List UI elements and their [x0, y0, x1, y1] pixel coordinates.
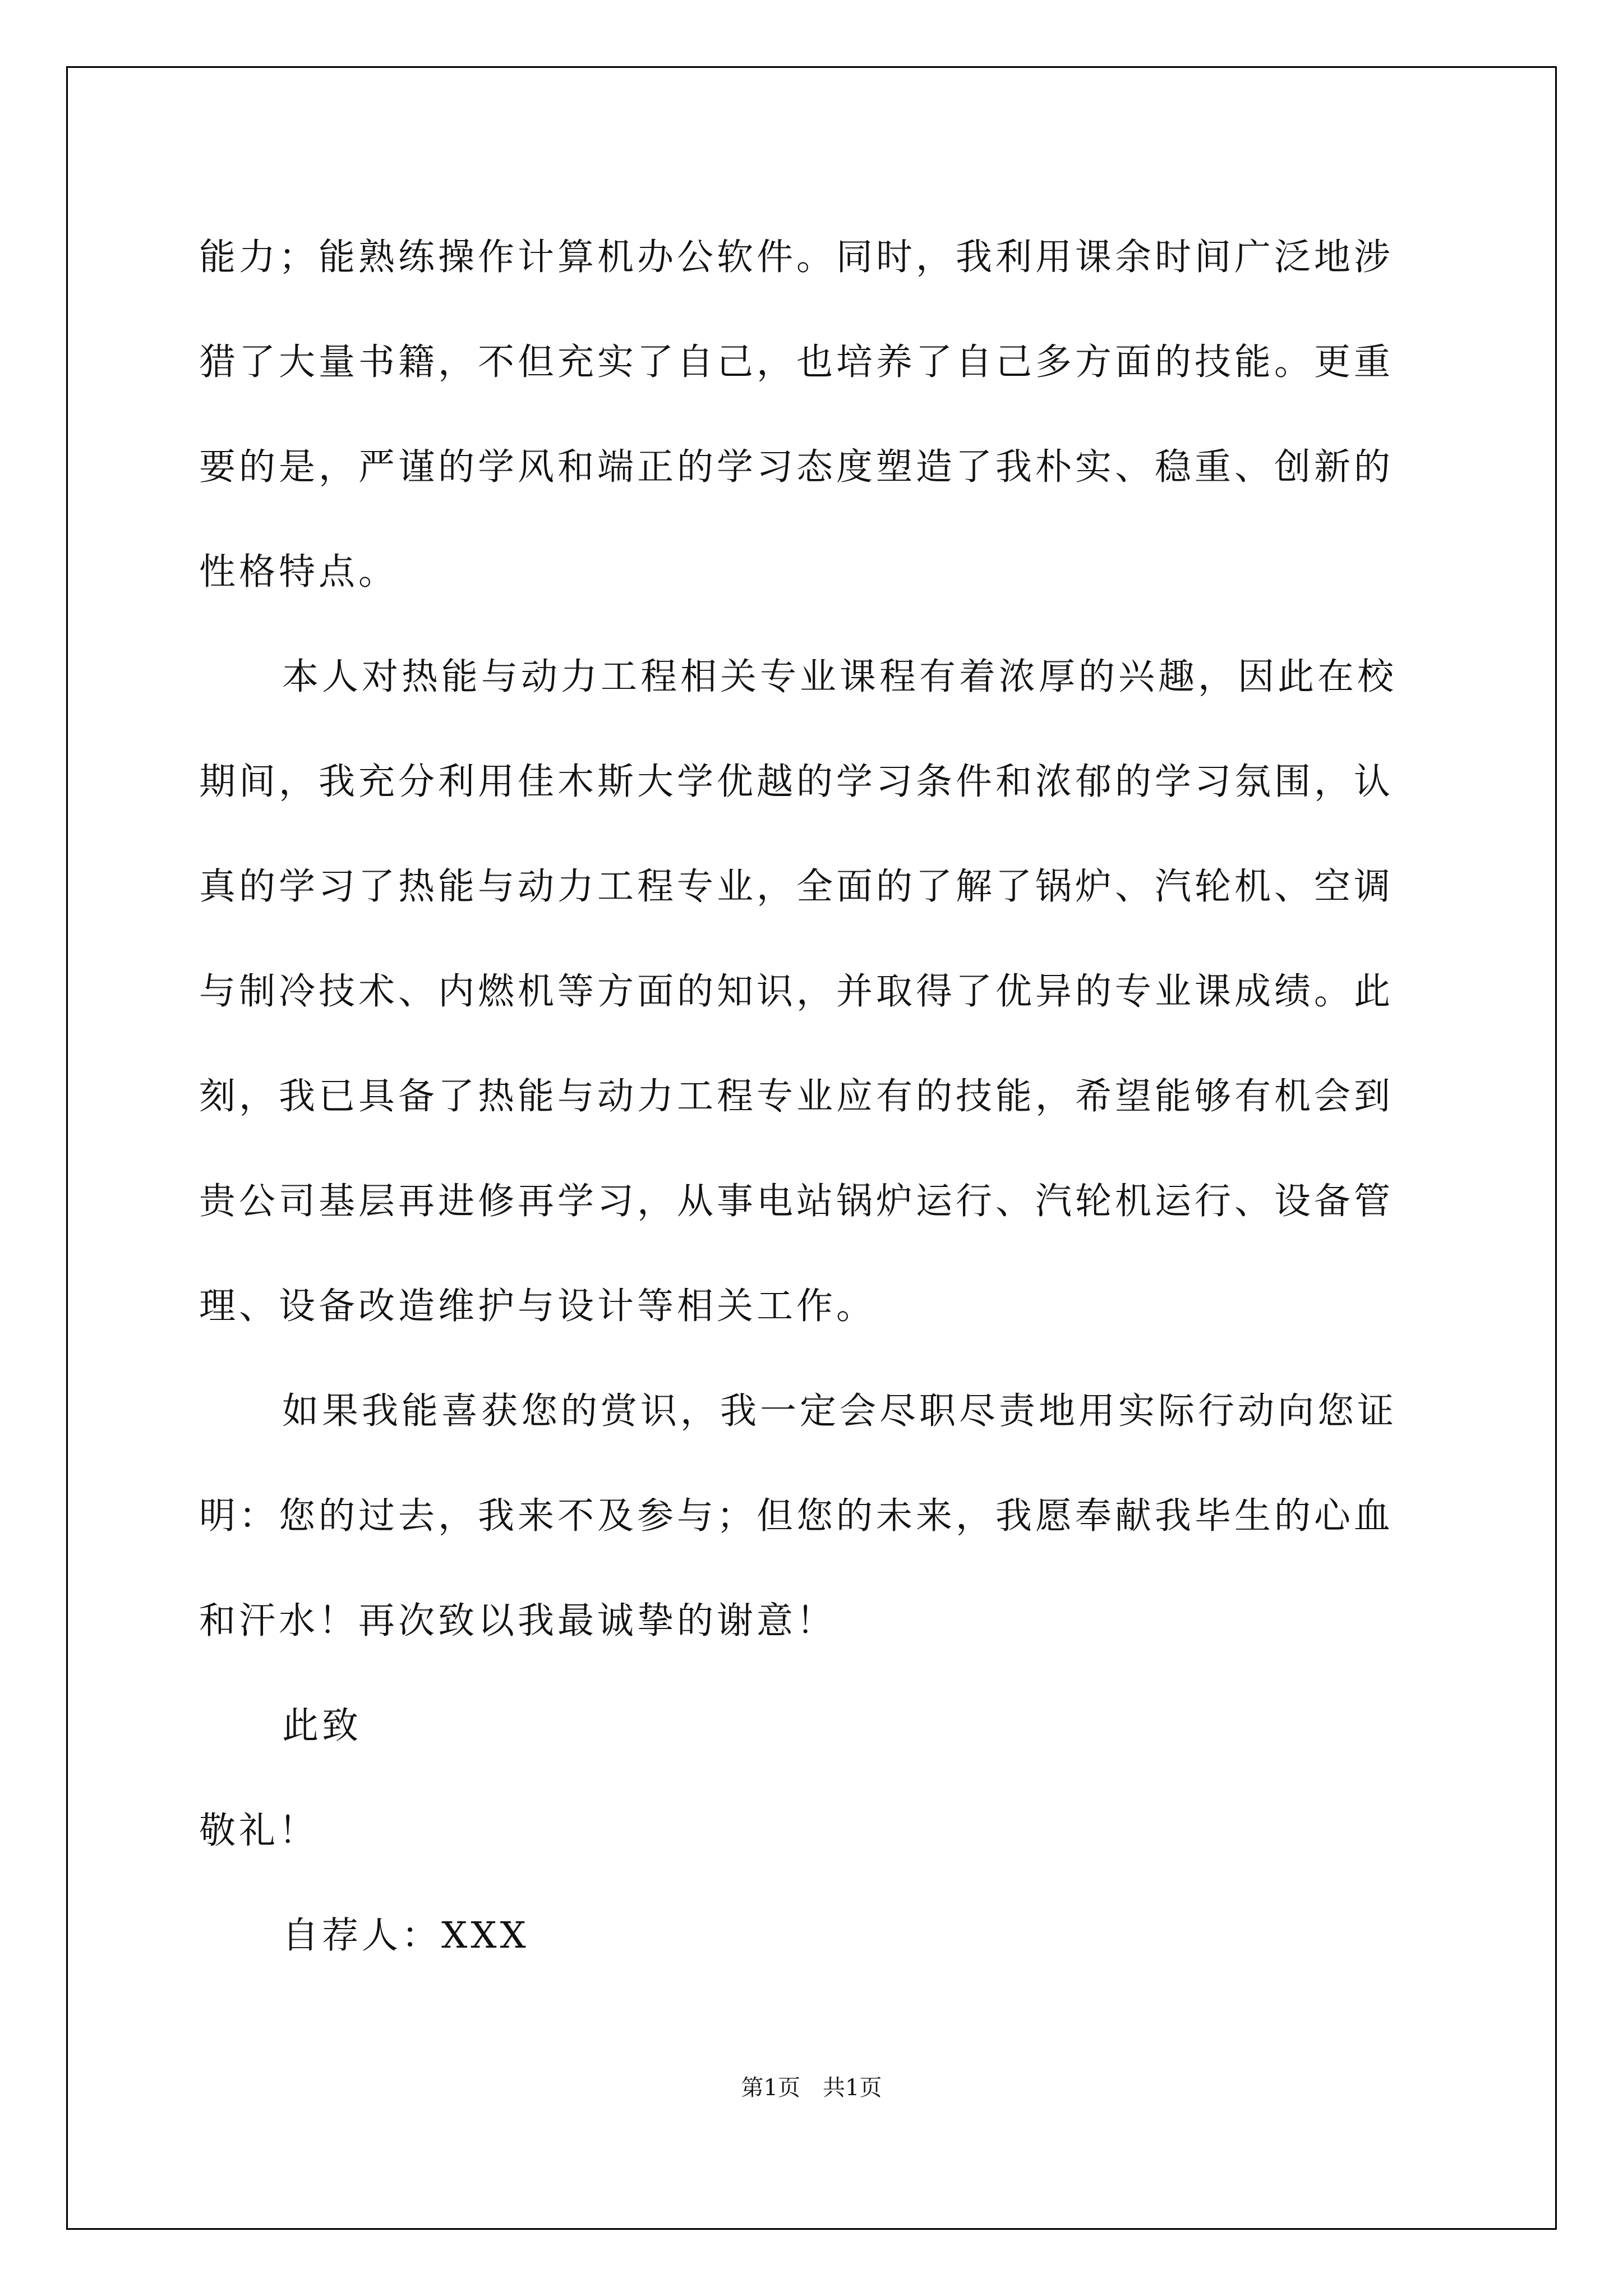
text-line: 要的是，严谨的学风和端正的学习态度塑造了我朴实、稳重、创新的: [199, 446, 1394, 488]
text-line: 刻，我已具备了热能与动力工程专业应有的技能，希望能够有机会到: [199, 1075, 1394, 1117]
closing-regards: 敬礼！: [199, 1810, 319, 1852]
text-line: 如果我能喜获您的赏识，我一定会尽职尽责地用实际行动向您证: [282, 1390, 1398, 1432]
text-line: 真的学习了热能与动力工程专业，全面的了解了锅炉、汽轮机、空调: [199, 866, 1394, 908]
page-number-footer: 第1页 共1页: [741, 2075, 882, 2101]
text-line: 猎了大量书籍，不但充实了自己，也培养了自己多方面的技能。更重: [199, 341, 1394, 383]
text-line: 能力；能熟练操作计算机办公软件。同时，我利用课余时间广泛地涉: [199, 236, 1394, 278]
text-line: 性格特点。: [199, 551, 399, 593]
text-line: 理、设备改造维护与设计等相关工作。: [199, 1285, 877, 1327]
text-line: 期间，我充分利用佳木斯大学优越的学习条件和浓郁的学习氛围，认: [199, 761, 1394, 803]
letter-body: [199, 205, 1430, 1988]
text-line: 与制冷技术、内燃机等方面的知识，并取得了优异的专业课成绩。此: [199, 970, 1394, 1013]
text-line: 和汗水！再次致以我最诚挚的谢意！: [199, 1600, 837, 1642]
text-line: 贵公司基层再进修再学习，从事电站锅炉运行、汽轮机运行、设备管: [199, 1180, 1394, 1222]
signature-line: 自荐人：XXX: [282, 1915, 529, 1957]
text-line: 明：您的过去，我来不及参与；但您的未来，我愿奉献我毕生的心血: [199, 1495, 1394, 1537]
closing-salutation: 此致: [282, 1705, 362, 1747]
text-line: 本人对热能与动力工程相关专业课程有着浓厚的兴趣，因此在校: [282, 656, 1398, 698]
